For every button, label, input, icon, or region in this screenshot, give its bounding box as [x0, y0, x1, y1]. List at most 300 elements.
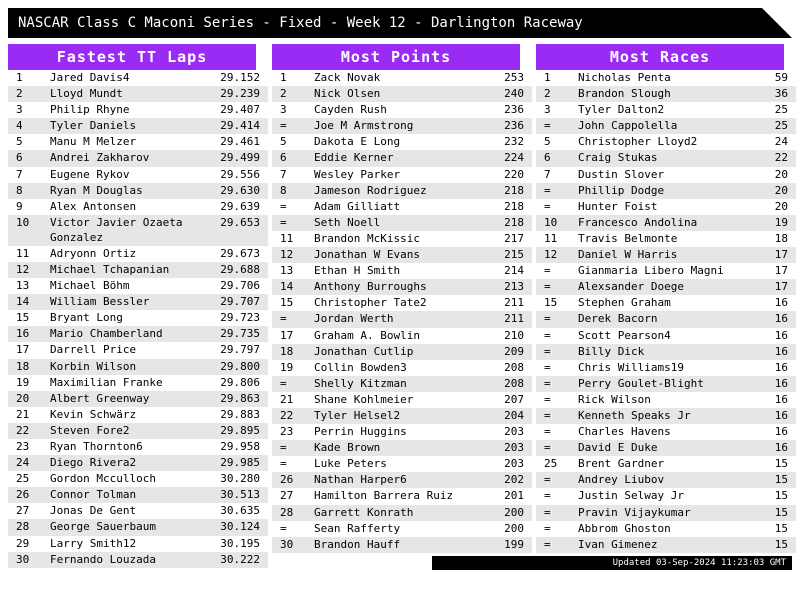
row-driver-name: Fernando Louzada [46, 552, 215, 568]
row-position: 29 [8, 536, 46, 552]
row-driver-name: Anthony Burroughs [310, 279, 479, 295]
row-value: 17 [743, 263, 796, 279]
table-row [536, 118, 796, 134]
row-value: 215 [479, 247, 532, 263]
table-row [536, 183, 796, 199]
row-driver-name: Graham A. Bowlin [310, 328, 479, 344]
row-value: 19 [743, 215, 796, 231]
row-position: 1 [536, 70, 574, 86]
table-row [8, 134, 268, 150]
row-driver-name: Hunter Foist [574, 199, 743, 215]
table-row [272, 328, 532, 344]
row-position: 10 [536, 215, 574, 231]
row-position: = [536, 488, 574, 504]
row-position: 27 [8, 503, 46, 519]
row-value: 213 [479, 279, 532, 295]
row-driver-name: Stephen Graham [574, 295, 743, 311]
row-driver-name: Dakota E Long [310, 134, 479, 150]
table-row [536, 311, 796, 327]
table-row [272, 311, 532, 327]
row-value: 29.863 [215, 391, 268, 407]
row-driver-name: Eddie Kerner [310, 150, 479, 166]
table-row [272, 199, 532, 215]
row-position: 26 [8, 487, 46, 503]
row-position: 28 [272, 505, 310, 521]
table-row [272, 392, 532, 408]
table-row [272, 247, 532, 263]
table-row [536, 295, 796, 311]
row-driver-name: Dustin Slover [574, 167, 743, 183]
row-value: 29.499 [215, 150, 268, 166]
row-value: 30.195 [215, 536, 268, 552]
row-value: 201 [479, 488, 532, 504]
row-position: = [536, 505, 574, 521]
row-driver-name: Jonathan W Evans [310, 247, 479, 263]
row-driver-name: Tyler Dalton2 [574, 102, 743, 118]
row-driver-name: Wesley Parker [310, 167, 479, 183]
row-value: 29.958 [215, 439, 268, 455]
row-position: 23 [8, 439, 46, 455]
row-value: 30.124 [215, 519, 268, 535]
row-position: = [536, 537, 574, 553]
row-position: 3 [536, 102, 574, 118]
row-driver-name: Nathan Harper6 [310, 472, 479, 488]
row-value: 22 [743, 150, 796, 166]
row-driver-name: Billy Dick [574, 344, 743, 360]
row-value: 30.222 [215, 552, 268, 568]
row-position: 8 [8, 183, 46, 199]
updated-timestamp: Updated 03-Sep-2024 11:23:03 GMT [432, 556, 792, 570]
row-position: 3 [8, 102, 46, 118]
leaderboard-table [536, 70, 796, 553]
row-value: 20 [743, 183, 796, 199]
row-driver-name: Perrin Huggins [310, 424, 479, 440]
row-position: = [272, 118, 310, 134]
table-row [536, 472, 796, 488]
table-row [8, 487, 268, 503]
row-driver-name: Christopher Tate2 [310, 295, 479, 311]
row-position: = [536, 311, 574, 327]
table-row [272, 263, 532, 279]
row-position: 3 [272, 102, 310, 118]
row-position: 30 [8, 552, 46, 568]
row-driver-name: Adam Gilliatt [310, 199, 479, 215]
table-row [536, 70, 796, 86]
row-position: = [272, 215, 310, 231]
row-position: = [536, 279, 574, 295]
table-row [8, 552, 268, 568]
row-value: 29.985 [215, 455, 268, 471]
row-position: = [536, 440, 574, 456]
table-row [8, 375, 268, 391]
row-driver-name: Jonas De Gent [46, 503, 215, 519]
row-value: 232 [479, 134, 532, 150]
row-value: 202 [479, 472, 532, 488]
row-position: 5 [536, 134, 574, 150]
row-driver-name: Brent Gardner [574, 456, 743, 472]
row-value: 15 [743, 521, 796, 537]
row-value: 214 [479, 263, 532, 279]
row-position: = [272, 376, 310, 392]
row-value: 16 [743, 344, 796, 360]
row-position: 30 [272, 537, 310, 553]
row-position: 23 [272, 424, 310, 440]
leaderboard-table [272, 70, 532, 553]
table-row [536, 344, 796, 360]
row-driver-name: Mario Chamberland [46, 326, 215, 342]
row-value: 208 [479, 360, 532, 376]
row-value: 200 [479, 521, 532, 537]
row-position: 13 [272, 263, 310, 279]
row-position: = [536, 521, 574, 537]
row-value: 16 [743, 424, 796, 440]
table-row [272, 408, 532, 424]
table-row [272, 70, 532, 86]
table-row [8, 278, 268, 294]
row-driver-name: Larry Smith12 [46, 536, 215, 552]
table-row [272, 102, 532, 118]
row-driver-name: Andrei Zakharov [46, 150, 215, 166]
row-position: 27 [272, 488, 310, 504]
row-position: 11 [272, 231, 310, 247]
table-row [272, 231, 532, 247]
table-row [536, 247, 796, 263]
row-driver-name: Kade Brown [310, 440, 479, 456]
table-row [8, 86, 268, 102]
row-position: 22 [8, 423, 46, 439]
row-driver-name: Collin Bowden3 [310, 360, 479, 376]
row-driver-name: Korbin Wilson [46, 359, 215, 375]
row-value: 203 [479, 440, 532, 456]
row-driver-name: Zack Novak [310, 70, 479, 86]
row-position: 26 [272, 472, 310, 488]
row-value: 29.461 [215, 134, 268, 150]
row-driver-name: Gianmaria Libero Magni [574, 263, 743, 279]
row-driver-name: Travis Belmonte [574, 231, 743, 247]
row-value: 218 [479, 199, 532, 215]
row-value: 29.673 [215, 246, 268, 262]
row-position: 20 [8, 391, 46, 407]
row-value: 25 [743, 102, 796, 118]
row-driver-name: Abbrom Ghoston [574, 521, 743, 537]
row-position: 14 [272, 279, 310, 295]
row-position: 8 [272, 183, 310, 199]
table-row [8, 519, 268, 535]
row-value: 29.797 [215, 342, 268, 358]
row-position: 5 [272, 134, 310, 150]
row-position: 21 [8, 407, 46, 423]
row-driver-name: George Sauerbaum [46, 519, 215, 535]
row-position: 18 [272, 344, 310, 360]
row-driver-name: Jameson Rodriguez [310, 183, 479, 199]
row-position: = [536, 263, 574, 279]
row-value: 15 [743, 472, 796, 488]
title-bar [8, 8, 792, 38]
row-driver-name: Michael Tchapanian [46, 262, 215, 278]
row-driver-name: Bryant Long [46, 310, 215, 326]
row-driver-name: Philip Rhyne [46, 102, 215, 118]
row-driver-name: Christopher Lloyd2 [574, 134, 743, 150]
row-driver-name: Kevin Schwärz [46, 407, 215, 423]
row-driver-name: Steven Fore2 [46, 423, 215, 439]
row-position: 19 [272, 360, 310, 376]
row-position: = [536, 424, 574, 440]
row-position: = [272, 456, 310, 472]
row-driver-name: Hamilton Barrera Ruiz [310, 488, 479, 504]
row-value: 29.639 [215, 199, 268, 215]
row-position: 15 [8, 310, 46, 326]
row-position: 7 [272, 167, 310, 183]
row-position: = [536, 118, 574, 134]
row-position: 11 [8, 246, 46, 262]
column-heading: Fastest TT Laps [8, 44, 256, 70]
row-position: 1 [272, 70, 310, 86]
column-most-points [272, 44, 524, 553]
row-value: 218 [479, 183, 532, 199]
row-value: 224 [479, 150, 532, 166]
row-value: 240 [479, 86, 532, 102]
row-value: 15 [743, 456, 796, 472]
row-value: 15 [743, 505, 796, 521]
table-row [8, 503, 268, 519]
row-driver-name: Michael Böhm [46, 278, 215, 294]
table-row [272, 521, 532, 537]
row-value: 210 [479, 328, 532, 344]
row-position: 25 [536, 456, 574, 472]
table-row [536, 521, 796, 537]
row-value: 16 [743, 408, 796, 424]
row-driver-name: Brandon Hauff [310, 537, 479, 553]
row-position: 21 [272, 392, 310, 408]
row-driver-name: David E Duke [574, 440, 743, 456]
table-row [272, 118, 532, 134]
table-row [536, 376, 796, 392]
row-driver-name: Eugene Rykov [46, 167, 215, 183]
row-driver-name: Seth Noell [310, 215, 479, 231]
table-row [536, 440, 796, 456]
row-driver-name: Alexsander Doege [574, 279, 743, 295]
row-position: 2 [8, 86, 46, 102]
table-row [8, 471, 268, 487]
table-row [8, 310, 268, 326]
row-value: 200 [479, 505, 532, 521]
row-value: 236 [479, 118, 532, 134]
row-driver-name: Ryan Thornton6 [46, 439, 215, 455]
row-value: 29.239 [215, 86, 268, 102]
table-row [8, 167, 268, 183]
table-row [8, 150, 268, 166]
table-row [272, 295, 532, 311]
table-row [536, 167, 796, 183]
row-driver-name: Rick Wilson [574, 392, 743, 408]
row-position: 14 [8, 294, 46, 310]
row-position: = [272, 440, 310, 456]
row-value: 29.152 [215, 70, 268, 86]
table-row [272, 456, 532, 472]
row-driver-name: Andrey Liubov [574, 472, 743, 488]
row-position: = [536, 344, 574, 360]
row-position: 7 [536, 167, 574, 183]
row-driver-name: Shelly Kitzman [310, 376, 479, 392]
table-row [272, 472, 532, 488]
row-driver-name: Victor Javier Ozaeta Gonzalez [46, 215, 215, 246]
row-value: 16 [743, 440, 796, 456]
table-row [8, 326, 268, 342]
table-row [8, 455, 268, 471]
row-position: = [536, 376, 574, 392]
row-value: 220 [479, 167, 532, 183]
row-value: 24 [743, 134, 796, 150]
row-driver-name: William Bessler [46, 294, 215, 310]
row-value: 29.556 [215, 167, 268, 183]
row-value: 29.883 [215, 407, 268, 423]
row-position: 15 [536, 295, 574, 311]
row-value: 203 [479, 424, 532, 440]
row-position: 2 [272, 86, 310, 102]
table-row [536, 231, 796, 247]
table-row [272, 344, 532, 360]
row-value: 209 [479, 344, 532, 360]
table-row [8, 199, 268, 215]
row-position: = [536, 392, 574, 408]
table-row [536, 392, 796, 408]
row-value: 16 [743, 311, 796, 327]
row-driver-name: Jordan Werth [310, 311, 479, 327]
row-driver-name: John Cappolella [574, 118, 743, 134]
table-row [8, 439, 268, 455]
row-value: 30.635 [215, 503, 268, 519]
table-row [8, 262, 268, 278]
row-value: 15 [743, 488, 796, 504]
row-position: 11 [536, 231, 574, 247]
row-position: 5 [8, 134, 46, 150]
row-driver-name: Lloyd Mundt [46, 86, 215, 102]
row-value: 29.653 [215, 215, 268, 246]
row-position: 17 [8, 342, 46, 358]
row-value: 20 [743, 199, 796, 215]
table-row [8, 391, 268, 407]
table-row [536, 215, 796, 231]
row-position: 24 [8, 455, 46, 471]
row-driver-name: Kenneth Speaks Jr [574, 408, 743, 424]
row-position: 13 [8, 278, 46, 294]
row-position: 2 [536, 86, 574, 102]
row-driver-name: Albert Greenway [46, 391, 215, 407]
row-driver-name: Phillip Dodge [574, 183, 743, 199]
row-value: 29.895 [215, 423, 268, 439]
table-row [536, 408, 796, 424]
row-value: 204 [479, 408, 532, 424]
table-row [272, 86, 532, 102]
row-position: 22 [272, 408, 310, 424]
row-position: = [536, 360, 574, 376]
table-row [272, 440, 532, 456]
row-value: 16 [743, 376, 796, 392]
row-driver-name: Daniel W Harris [574, 247, 743, 263]
row-driver-name: Shane Kohlmeier [310, 392, 479, 408]
table-row [536, 537, 796, 553]
row-driver-name: Brandon Slough [574, 86, 743, 102]
table-row [536, 360, 796, 376]
row-position: 7 [8, 167, 46, 183]
row-position: 12 [272, 247, 310, 263]
row-value: 29.800 [215, 359, 268, 375]
row-driver-name: Chris Williams19 [574, 360, 743, 376]
row-value: 18 [743, 231, 796, 247]
row-position: = [536, 328, 574, 344]
row-driver-name: Ethan H Smith [310, 263, 479, 279]
column-most-races [536, 44, 788, 553]
row-value: 29.706 [215, 278, 268, 294]
table-row [8, 407, 268, 423]
row-driver-name: Garrett Konrath [310, 505, 479, 521]
table-row [8, 536, 268, 552]
row-position: = [536, 472, 574, 488]
row-driver-name: Nicholas Penta [574, 70, 743, 86]
table-row [8, 294, 268, 310]
corner-fold-decoration [762, 8, 792, 38]
table-row [536, 86, 796, 102]
table-row [272, 505, 532, 521]
row-position: 15 [272, 295, 310, 311]
row-value: 236 [479, 102, 532, 118]
table-row [8, 215, 268, 246]
row-driver-name: Tyler Daniels [46, 118, 215, 134]
page-title: NASCAR Class C Maconi Series - Fixed - Week 12 - Darlington Raceway [18, 15, 583, 31]
table-row [536, 150, 796, 166]
table-row [8, 118, 268, 134]
row-position: 17 [272, 328, 310, 344]
row-position: 6 [8, 150, 46, 166]
row-driver-name: Ryan M Douglas [46, 183, 215, 199]
table-row [536, 488, 796, 504]
row-driver-name: Perry Goulet-Blight [574, 376, 743, 392]
row-driver-name: Jonathan Cutlip [310, 344, 479, 360]
row-position: 25 [8, 471, 46, 487]
row-driver-name: Maximilian Franke [46, 375, 215, 391]
table-row [272, 537, 532, 553]
table-row [8, 183, 268, 199]
table-row [536, 328, 796, 344]
row-value: 36 [743, 86, 796, 102]
row-driver-name: Sean Rafferty [310, 521, 479, 537]
row-value: 29.723 [215, 310, 268, 326]
row-value: 29.688 [215, 262, 268, 278]
row-driver-name: Francesco Andolina [574, 215, 743, 231]
row-value: 207 [479, 392, 532, 408]
table-row [536, 456, 796, 472]
table-row [272, 424, 532, 440]
row-driver-name: Adryonn Ortiz [46, 246, 215, 262]
table-row [272, 167, 532, 183]
table-row [272, 183, 532, 199]
table-row [536, 199, 796, 215]
row-value: 30.280 [215, 471, 268, 487]
row-driver-name: Luke Peters [310, 456, 479, 472]
row-driver-name: Cayden Rush [310, 102, 479, 118]
table-row [272, 376, 532, 392]
row-value: 29.707 [215, 294, 268, 310]
row-value: 211 [479, 295, 532, 311]
row-driver-name: Derek Bacorn [574, 311, 743, 327]
table-row [272, 150, 532, 166]
table-row [8, 70, 268, 86]
row-value: 199 [479, 537, 532, 553]
table-row [272, 488, 532, 504]
row-position: 4 [8, 118, 46, 134]
row-driver-name: Manu M Melzer [46, 134, 215, 150]
row-driver-name: Diego Rivera2 [46, 455, 215, 471]
